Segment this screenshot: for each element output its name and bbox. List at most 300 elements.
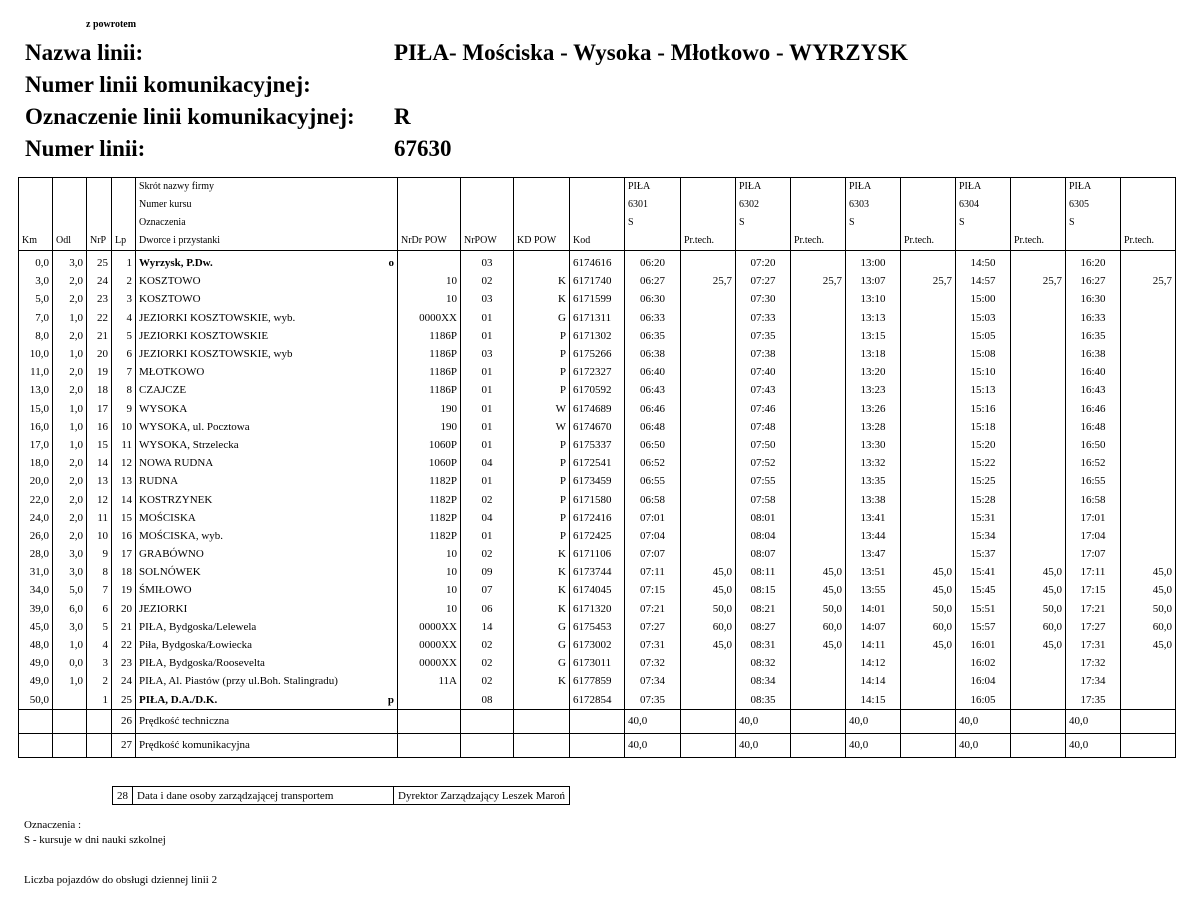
- odl-cell: 2,0: [53, 290, 87, 308]
- prtech-cell: 60,0: [681, 618, 736, 636]
- blank-cell: [87, 709, 112, 733]
- km-cell: 24,0: [19, 509, 53, 527]
- nrdr-cell: 1182P: [398, 490, 461, 508]
- kd-cell: K: [514, 545, 570, 563]
- table-row: [19, 527, 1176, 545]
- nrp-cell: 10: [87, 527, 112, 545]
- lp-cell: 20: [112, 600, 136, 618]
- km-cell: 45,0: [19, 618, 53, 636]
- manager-lp: 28: [113, 787, 133, 805]
- course-mark: S: [1066, 214, 1121, 232]
- time-cell: 15:37: [956, 545, 1011, 563]
- km-cell: 16,0: [19, 418, 53, 436]
- speed-label: Prędkość komunikacyjna: [136, 733, 398, 757]
- header-blank-cell: [736, 232, 791, 251]
- nrpow-cell: 01: [461, 436, 514, 454]
- lp-cell: 23: [112, 654, 136, 672]
- nrdr-cell: 0000XX: [398, 636, 461, 654]
- time-cell: 14:01: [846, 600, 901, 618]
- odl-cell: 2,0: [53, 327, 87, 345]
- time-cell: 07:11: [625, 563, 681, 581]
- km-cell: 26,0: [19, 527, 53, 545]
- blank-cell: [570, 733, 625, 757]
- prtech-cell: [901, 472, 956, 490]
- course-header-label: Oznaczenia: [136, 214, 398, 232]
- header-blank-cell: [625, 232, 681, 251]
- time-cell: 07:55: [736, 472, 791, 490]
- time-cell: 06:40: [625, 363, 681, 381]
- blank-cell: [570, 709, 625, 733]
- header-blank-cell: [681, 178, 736, 197]
- prtech-cell: [791, 400, 846, 418]
- kd-cell: P: [514, 472, 570, 490]
- stop-cell: [136, 527, 398, 545]
- prtech-cell: 45,0: [901, 636, 956, 654]
- kod-cell: 6175266: [570, 345, 625, 363]
- prtech-cell: [791, 327, 846, 345]
- nrdr-cell: 0000XX: [398, 618, 461, 636]
- odl-cell: 5,0: [53, 581, 87, 599]
- lp-cell: 18: [112, 563, 136, 581]
- time-cell: 13:47: [846, 545, 901, 563]
- timetable: [18, 177, 1176, 758]
- prtech-cell: 50,0: [791, 600, 846, 618]
- prtech-cell: 60,0: [791, 618, 846, 636]
- header-blank-cell: [514, 178, 570, 197]
- column-header-prtech: Pr.tech.: [901, 232, 956, 251]
- lp-cell: 25: [112, 691, 136, 710]
- nrp-cell: 5: [87, 618, 112, 636]
- prtech-cell: [901, 691, 956, 710]
- prtech-cell: [791, 509, 846, 527]
- nrpow-cell: 02: [461, 654, 514, 672]
- course-mark: S: [846, 214, 901, 232]
- nrdr-cell: 10: [398, 545, 461, 563]
- time-cell: 14:50: [956, 254, 1011, 272]
- stop-cell: [136, 490, 398, 508]
- line-name-label: Nazwa linii:: [25, 40, 144, 65]
- prtech-cell: [1011, 436, 1066, 454]
- stop-name: MOŚCISKA: [139, 511, 196, 524]
- time-cell: 06:35: [625, 327, 681, 345]
- km-cell: 48,0: [19, 636, 53, 654]
- blank-cell: [901, 733, 956, 757]
- time-cell: 07:01: [625, 509, 681, 527]
- header-blank-cell: [570, 196, 625, 214]
- blank-cell: [514, 733, 570, 757]
- header-blank-cell: [681, 214, 736, 232]
- kd-cell: P: [514, 363, 570, 381]
- header-blank-cell: [398, 214, 461, 232]
- manager-value: Dyrektor Zarządzający Leszek Maroń: [394, 787, 570, 805]
- course-header-label: Numer kursu: [136, 196, 398, 214]
- prtech-cell: 45,0: [681, 563, 736, 581]
- time-cell: 07:33: [736, 309, 791, 327]
- header-blank-cell: [1011, 178, 1066, 197]
- time-cell: 06:30: [625, 290, 681, 308]
- stop-name: PIŁA, Bydgoska/Roosevelta: [139, 657, 265, 670]
- time-cell: 07:58: [736, 490, 791, 508]
- stop-cell: [136, 400, 398, 418]
- time-cell: 16:55: [1066, 472, 1121, 490]
- stop-cell: [136, 418, 398, 436]
- lp-cell: 13: [112, 472, 136, 490]
- header-blank-cell: [1121, 196, 1176, 214]
- time-cell: 13:00: [846, 254, 901, 272]
- prtech-cell: [1121, 327, 1176, 345]
- prtech-cell: 45,0: [1011, 563, 1066, 581]
- time-cell: 07:52: [736, 454, 791, 472]
- time-cell: 08:07: [736, 545, 791, 563]
- nrp-cell: 18: [87, 381, 112, 399]
- prtech-cell: [1011, 672, 1066, 690]
- time-cell: 13:07: [846, 272, 901, 290]
- lp-cell: 1: [112, 254, 136, 272]
- nrp-cell: 23: [87, 290, 112, 308]
- lp-cell: 5: [112, 327, 136, 345]
- kd-cell: G: [514, 309, 570, 327]
- stop-name: JEZIORKI: [139, 602, 188, 615]
- table-row: [19, 272, 1176, 290]
- prtech-cell: [681, 290, 736, 308]
- km-cell: 15,0: [19, 400, 53, 418]
- stop-cell: [136, 363, 398, 381]
- table-row: [19, 290, 1176, 308]
- prtech-cell: [1121, 363, 1176, 381]
- course-number: 6303: [846, 196, 901, 214]
- lp-cell: 14: [112, 490, 136, 508]
- time-cell: 13:15: [846, 327, 901, 345]
- prtech-cell: [901, 309, 956, 327]
- prtech-cell: [791, 381, 846, 399]
- lp-cell: 2: [112, 272, 136, 290]
- prtech-cell: [1011, 309, 1066, 327]
- time-cell: 15:22: [956, 454, 1011, 472]
- prtech-cell: [681, 654, 736, 672]
- column-header-prtech: Pr.tech.: [791, 232, 846, 251]
- prtech-cell: 45,0: [681, 636, 736, 654]
- kod-cell: 6171302: [570, 327, 625, 345]
- course-number: 6305: [1066, 196, 1121, 214]
- prtech-cell: [901, 490, 956, 508]
- prtech-cell: [791, 654, 846, 672]
- lp-cell: 27: [112, 733, 136, 757]
- table-row: [19, 672, 1176, 690]
- header-blank-cell: [681, 196, 736, 214]
- prtech-cell: 60,0: [1121, 618, 1176, 636]
- stop-cell: [136, 563, 398, 581]
- stop-cell: [136, 691, 398, 710]
- prtech-cell: [1121, 309, 1176, 327]
- stop-cell: [136, 381, 398, 399]
- stop-cell: [136, 545, 398, 563]
- column-header: Odl: [53, 232, 87, 251]
- lp-cell: 19: [112, 581, 136, 599]
- column-header: NrPOW: [461, 232, 514, 251]
- prtech-cell: [791, 472, 846, 490]
- line-designation-label: Oznaczenie linii komunikacyjnej:: [25, 104, 355, 129]
- table-row: [19, 691, 1176, 710]
- course-header-row: [19, 196, 1176, 214]
- prtech-cell: [791, 345, 846, 363]
- prtech-cell: [1011, 527, 1066, 545]
- kod-cell: 6172541: [570, 454, 625, 472]
- vehicles-count: Liczba pojazdów do obsługi dziennej linii 2: [24, 874, 218, 886]
- nrp-cell: 14: [87, 454, 112, 472]
- time-cell: 15:57: [956, 618, 1011, 636]
- kod-cell: 6171599: [570, 290, 625, 308]
- time-cell: 07:32: [625, 654, 681, 672]
- prtech-cell: [1121, 418, 1176, 436]
- prtech-cell: 45,0: [1011, 581, 1066, 599]
- time-cell: 08:27: [736, 618, 791, 636]
- blank-cell: [1011, 709, 1066, 733]
- stop-cell: [136, 600, 398, 618]
- prtech-cell: [1121, 381, 1176, 399]
- kod-cell: 6174045: [570, 581, 625, 599]
- stop-flag: p: [387, 693, 394, 706]
- prtech-cell: [1121, 654, 1176, 672]
- prtech-cell: [681, 381, 736, 399]
- stop-cell: [136, 254, 398, 272]
- time-cell: 13:44: [846, 527, 901, 545]
- prtech-cell: [901, 381, 956, 399]
- prtech-cell: [901, 345, 956, 363]
- time-cell: 16:43: [1066, 381, 1121, 399]
- nrdr-cell: 1186P: [398, 381, 461, 399]
- header-blank-cell: [1066, 232, 1121, 251]
- odl-cell: 1,0: [53, 309, 87, 327]
- stop-cell: [136, 581, 398, 599]
- blank-cell: [791, 709, 846, 733]
- km-cell: 10,0: [19, 345, 53, 363]
- nrp-cell: 15: [87, 436, 112, 454]
- nrpow-cell: 02: [461, 545, 514, 563]
- lp-cell: 15: [112, 509, 136, 527]
- kod-cell: 6174616: [570, 254, 625, 272]
- prtech-cell: [791, 436, 846, 454]
- nrp-cell: 8: [87, 563, 112, 581]
- time-cell: 06:58: [625, 490, 681, 508]
- kod-cell: 6174689: [570, 400, 625, 418]
- header-blank-cell: [514, 214, 570, 232]
- prtech-cell: 60,0: [901, 618, 956, 636]
- kod-cell: 6171106: [570, 545, 625, 563]
- time-cell: 13:38: [846, 490, 901, 508]
- stop-name: RUDNA: [139, 475, 179, 488]
- header-blank-cell: [570, 214, 625, 232]
- stop-flag: o: [388, 257, 394, 270]
- time-cell: 07:35: [736, 327, 791, 345]
- header-blank-cell: [112, 196, 136, 214]
- prtech-cell: [1011, 654, 1066, 672]
- odl-cell: 2,0: [53, 454, 87, 472]
- blank-cell: [398, 733, 461, 757]
- table-row: [19, 618, 1176, 636]
- time-cell: 13:51: [846, 563, 901, 581]
- table-row: [19, 363, 1176, 381]
- nrpow-cell: 02: [461, 272, 514, 290]
- kd-cell: K: [514, 563, 570, 581]
- nrp-cell: 19: [87, 363, 112, 381]
- lp-cell: 21: [112, 618, 136, 636]
- nrp-cell: 1: [87, 691, 112, 710]
- time-cell: 06:48: [625, 418, 681, 436]
- km-cell: 28,0: [19, 545, 53, 563]
- odl-cell: 6,0: [53, 600, 87, 618]
- time-cell: 13:18: [846, 345, 901, 363]
- line-name-row: [25, 40, 908, 66]
- stop-cell: [136, 618, 398, 636]
- lp-cell: 7: [112, 363, 136, 381]
- time-cell: 07:50: [736, 436, 791, 454]
- odl-cell: 2,0: [53, 381, 87, 399]
- kod-cell: 6172425: [570, 527, 625, 545]
- line-number-row: [25, 72, 311, 98]
- odl-cell: 2,0: [53, 472, 87, 490]
- time-cell: 15:08: [956, 345, 1011, 363]
- time-cell: 08:15: [736, 581, 791, 599]
- prtech-cell: 45,0: [791, 563, 846, 581]
- time-cell: 15:45: [956, 581, 1011, 599]
- header-blank-cell: [398, 178, 461, 197]
- time-cell: 14:12: [846, 654, 901, 672]
- odl-cell: 3,0: [53, 618, 87, 636]
- km-cell: 22,0: [19, 490, 53, 508]
- course-number: 6302: [736, 196, 791, 214]
- stop-name: Piła, Bydgoska/Łowiecka: [139, 639, 253, 652]
- prtech-cell: [681, 345, 736, 363]
- header-blank-cell: [901, 196, 956, 214]
- prtech-cell: [1121, 509, 1176, 527]
- manager-table: [112, 786, 570, 805]
- table-row: [19, 309, 1176, 327]
- nrpow-cell: 07: [461, 581, 514, 599]
- header-blank-cell: [53, 196, 87, 214]
- prtech-cell: [1011, 691, 1066, 710]
- time-cell: 13:32: [846, 454, 901, 472]
- time-cell: 07:31: [625, 636, 681, 654]
- time-cell: 15:05: [956, 327, 1011, 345]
- prtech-cell: 25,7: [681, 272, 736, 290]
- nrpow-cell: 03: [461, 254, 514, 272]
- kod-cell: 6177859: [570, 672, 625, 690]
- prtech-cell: [791, 490, 846, 508]
- time-cell: 13:41: [846, 509, 901, 527]
- header-blank-cell: [514, 196, 570, 214]
- time-cell: 15:34: [956, 527, 1011, 545]
- time-cell: 07:07: [625, 545, 681, 563]
- course-firm: PIŁA: [956, 178, 1011, 197]
- blank-cell: [681, 709, 736, 733]
- table-row: [19, 600, 1176, 618]
- column-header-prtech: Pr.tech.: [681, 232, 736, 251]
- odl-cell: 1,0: [53, 418, 87, 436]
- stop-name: PIŁA, Bydgoska/Lelewela: [139, 620, 257, 633]
- km-cell: 5,0: [19, 290, 53, 308]
- table-row: [19, 472, 1176, 490]
- prtech-cell: [1011, 381, 1066, 399]
- nrpow-cell: 14: [461, 618, 514, 636]
- stop-cell: [136, 436, 398, 454]
- odl-cell: 1,0: [53, 436, 87, 454]
- table-row: [19, 254, 1176, 272]
- odl-cell: 2,0: [53, 509, 87, 527]
- time-cell: 16:58: [1066, 490, 1121, 508]
- time-cell: 16:38: [1066, 345, 1121, 363]
- column-header-prtech: Pr.tech.: [1121, 232, 1176, 251]
- header-blank-cell: [87, 214, 112, 232]
- table-row: [19, 490, 1176, 508]
- table-row: [19, 545, 1176, 563]
- lp-cell: 8: [112, 381, 136, 399]
- table-row: [19, 654, 1176, 672]
- header-blank-cell: [19, 214, 53, 232]
- kod-cell: 6173011: [570, 654, 625, 672]
- time-cell: 06:52: [625, 454, 681, 472]
- time-cell: 17:34: [1066, 672, 1121, 690]
- stop-cell: [136, 636, 398, 654]
- prtech-cell: [1121, 345, 1176, 363]
- prtech-cell: [901, 527, 956, 545]
- time-cell: 07:30: [736, 290, 791, 308]
- prtech-cell: [681, 509, 736, 527]
- nrp-cell: 2: [87, 672, 112, 690]
- line-name-value: PIŁA- Mościska - Wysoka - Młotkowo - WYRZYSK: [394, 40, 908, 65]
- nrp-cell: 6: [87, 600, 112, 618]
- column-header: Lp: [112, 232, 136, 251]
- header-blank-cell: [1011, 214, 1066, 232]
- time-cell: 13:10: [846, 290, 901, 308]
- prtech-cell: [681, 309, 736, 327]
- course-mark: S: [956, 214, 1011, 232]
- nrpow-cell: 01: [461, 309, 514, 327]
- stop-name: WYSOKA: [139, 402, 188, 415]
- km-cell: 8,0: [19, 327, 53, 345]
- stop-name: JEZIORKI KOSZTOWSKIE, wyb: [139, 348, 293, 361]
- kd-cell: K: [514, 581, 570, 599]
- course-number: 6304: [956, 196, 1011, 214]
- stop-cell: [136, 472, 398, 490]
- prtech-cell: [1121, 672, 1176, 690]
- time-cell: 14:14: [846, 672, 901, 690]
- prtech-cell: [1121, 290, 1176, 308]
- prtech-cell: [791, 691, 846, 710]
- nrp-cell: 24: [87, 272, 112, 290]
- prtech-cell: [791, 254, 846, 272]
- prtech-cell: [1011, 363, 1066, 381]
- kd-cell: P: [514, 436, 570, 454]
- time-cell: 16:20: [1066, 254, 1121, 272]
- time-cell: 16:46: [1066, 400, 1121, 418]
- odl-cell: 1,0: [53, 636, 87, 654]
- time-cell: 16:04: [956, 672, 1011, 690]
- blank-cell: [87, 733, 112, 757]
- nrdr-cell: 1186P: [398, 363, 461, 381]
- kd-cell: P: [514, 527, 570, 545]
- stop-cell: [136, 654, 398, 672]
- blank-cell: [461, 709, 514, 733]
- time-cell: 08:35: [736, 691, 791, 710]
- nrpow-cell: 01: [461, 381, 514, 399]
- header-blank-cell: [53, 214, 87, 232]
- nrpow-cell: 02: [461, 672, 514, 690]
- stop-name: Wyrzysk, P.Dw.: [139, 257, 213, 270]
- kd-cell: G: [514, 636, 570, 654]
- stop-name: CZAJCZE: [139, 384, 187, 397]
- stop-name: GRABÓWNO: [139, 548, 204, 561]
- time-cell: 06:50: [625, 436, 681, 454]
